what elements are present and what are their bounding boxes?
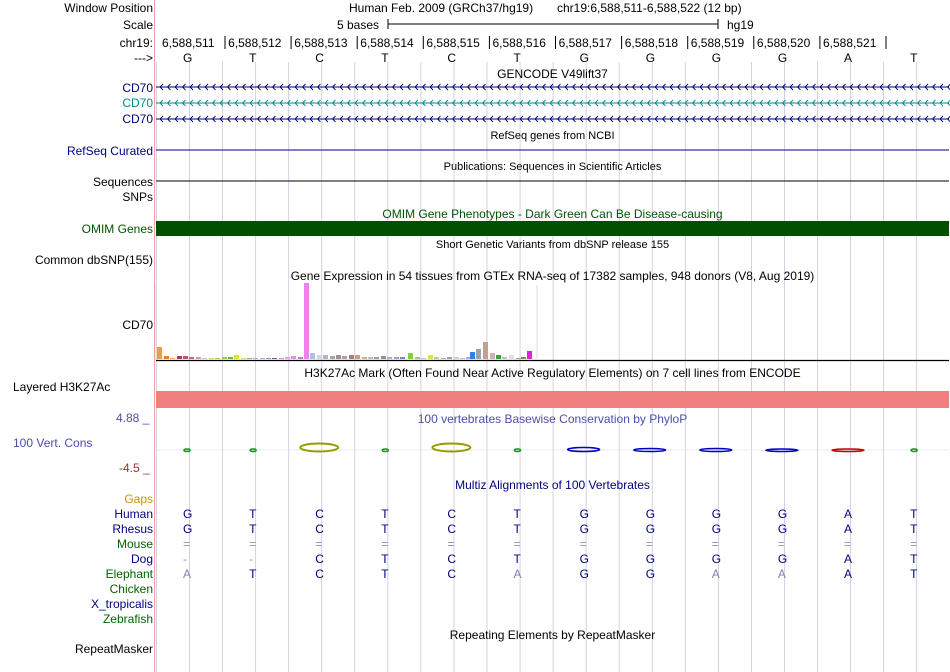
- phylop-max: 4.88 _: [116, 411, 150, 425]
- alignment-base: T: [910, 552, 918, 566]
- alignment-base: G: [579, 507, 589, 521]
- gtex-bar: [516, 358, 521, 359]
- alignment-base: T: [513, 552, 521, 566]
- gtex-bar: [228, 357, 233, 359]
- ruler-position-label: 6,588,513: [294, 36, 348, 50]
- window-position-label: Window Position: [64, 1, 153, 15]
- gtex-bar: [400, 357, 405, 359]
- ruler-position-label: 6,588,520: [756, 36, 811, 50]
- scale-label: Scale: [122, 18, 153, 32]
- alignment-base: -: [183, 552, 187, 566]
- alignment-base: T: [381, 522, 389, 536]
- base-letter: G: [183, 51, 193, 65]
- alignment-base: C: [447, 522, 457, 536]
- alignment-base: A: [183, 567, 192, 581]
- alignment-base: A: [844, 567, 853, 581]
- db-text: hg19: [727, 18, 754, 32]
- alignment-base: G: [711, 522, 722, 536]
- alignment-base: G: [777, 552, 788, 566]
- alignment-base: =: [381, 537, 389, 551]
- alignment-base: T: [249, 507, 257, 521]
- repeatmasker-title[interactable]: Repeating Elements by RepeatMasker: [449, 628, 656, 642]
- alignment-base: A: [777, 567, 786, 581]
- gtex-bar: [215, 358, 220, 359]
- gtex-bar: [374, 357, 379, 359]
- alignment-base: T: [513, 522, 521, 536]
- alignment-base: G: [579, 567, 589, 581]
- alignment-base: T: [249, 567, 257, 581]
- gtex-bar: [279, 358, 284, 359]
- gtex-bar: [408, 353, 413, 359]
- alignment-base: A: [844, 507, 853, 521]
- alignment-base: G: [579, 552, 589, 566]
- gtex-bar: [415, 357, 420, 359]
- gtex-bar: [428, 355, 433, 359]
- gtex-bar: [260, 358, 265, 359]
- alignment-base: T: [381, 507, 389, 521]
- alignment-base: G: [183, 522, 193, 536]
- gtex-bar: [394, 357, 399, 359]
- gtex-bar: [441, 358, 446, 359]
- alignment-base: =: [910, 537, 918, 551]
- gtex-bar: [527, 351, 532, 359]
- ruler-position-label: 6,588,519: [690, 36, 745, 50]
- alignment-base: G: [645, 552, 656, 566]
- alignment-base: C: [315, 507, 324, 521]
- gtex-bar: [470, 352, 475, 359]
- snps-label[interactable]: SNPs: [122, 190, 153, 204]
- base-letter: G: [777, 51, 788, 65]
- base-letter: C: [315, 51, 324, 65]
- omim-title[interactable]: OMIM Gene Phenotypes - Dark Green Can Be Disease-causing: [382, 207, 723, 221]
- gtex-bar: [164, 356, 169, 359]
- omim-label[interactable]: OMIM Genes: [81, 222, 153, 236]
- gtex-bar: [460, 358, 465, 359]
- gtex-bar: [496, 355, 501, 359]
- alignment-base: G: [183, 507, 193, 521]
- phylop-title[interactable]: 100 vertebrates Basewise Conservation by PhyloP: [417, 412, 688, 426]
- alignment-base: T: [513, 507, 521, 521]
- dbsnp-title[interactable]: Short Genetic Variants from dbSNP release 155: [435, 239, 670, 251]
- alignment-base: T: [910, 507, 918, 521]
- gencode-label-2[interactable]: CD70: [122, 96, 153, 110]
- gtex-bar: [304, 283, 309, 359]
- species-label-zebrafish[interactable]: Zebrafish: [102, 612, 153, 626]
- gtex-bar: [157, 347, 162, 359]
- gtex-bar: [196, 357, 201, 359]
- alignment-base: A: [513, 567, 522, 581]
- gtex-bar: [189, 357, 194, 359]
- alignment-base: C: [315, 522, 324, 536]
- gtex-bar: [336, 355, 341, 359]
- gaps-label[interactable]: Gaps: [124, 492, 153, 506]
- alignment-base: C: [447, 552, 457, 566]
- base-letter: T: [513, 51, 521, 65]
- alignment-base: A: [844, 552, 853, 566]
- sequences-label[interactable]: Sequences: [92, 175, 153, 189]
- gtex-bar: [222, 357, 227, 359]
- alignment-base: =: [315, 537, 323, 551]
- gtex-bar: [253, 358, 258, 359]
- alignment-base: T: [381, 567, 389, 581]
- alignment-base: A: [844, 522, 853, 536]
- gtex-title[interactable]: Gene Expression in 54 tissues from GTEx RNA-seq of 17382 samples, 948 donors (V8, Aug 2019): [290, 269, 815, 283]
- range-text: chr19:6,588,511-6,588,522 (12 bp): [557, 1, 742, 15]
- gtex-bar: [323, 355, 328, 359]
- alignment-base: =: [579, 537, 587, 551]
- ruler-position-label: 6,588,521: [823, 36, 877, 50]
- ruler-position-label: 6,588,514: [360, 36, 414, 50]
- gtex-bar: [202, 358, 207, 359]
- alignment-base: T: [910, 522, 918, 536]
- alignment-base: T: [249, 522, 257, 536]
- gtex-bar: [342, 356, 347, 359]
- ruler-position-label: 6,588,511: [162, 36, 215, 50]
- alignment-base: -: [249, 552, 254, 566]
- alignment-base: G: [711, 507, 722, 521]
- gtex-bar: [234, 355, 239, 359]
- base-letter: A: [844, 51, 853, 65]
- species-label-x_tropicalis[interactable]: X_tropicalis: [90, 597, 153, 611]
- gtex-bar: [447, 357, 452, 359]
- refseq-label[interactable]: RefSeq Curated: [66, 144, 153, 158]
- multiz-title[interactable]: Multiz Alignments of 100 Vertebrates: [455, 478, 650, 492]
- gtex-bar: [454, 357, 459, 359]
- base-letter: C: [447, 51, 457, 65]
- gtex-bar: [349, 355, 354, 359]
- gtex-label[interactable]: CD70: [122, 318, 153, 332]
- gtex-bar: [387, 357, 392, 359]
- h3k27ac-title[interactable]: H3K27Ac Mark (Often Found Near Active Regulatory Elements) on 7 cell lines from ENCODE: [304, 366, 801, 380]
- alignment-base: G: [777, 507, 788, 521]
- gtex-bar: [490, 353, 495, 359]
- alignment-base: C: [447, 567, 457, 581]
- alignment-base: T: [381, 552, 389, 566]
- base-letter: G: [645, 51, 656, 65]
- gtex-bar: [509, 355, 514, 359]
- h3k27ac-label[interactable]: Layered H3K27Ac: [13, 380, 111, 394]
- gencode-label-1[interactable]: CD70: [122, 81, 153, 95]
- alignment-base: A: [711, 567, 720, 581]
- alignment-base: =: [645, 537, 653, 551]
- base-letter: G: [711, 51, 722, 65]
- ruler-position-label: 6,588,512: [228, 36, 282, 50]
- species-label-elephant[interactable]: Elephant: [105, 567, 153, 581]
- alignment-base: =: [777, 537, 785, 551]
- species-label-chicken[interactable]: Chicken: [109, 582, 153, 596]
- dbsnp-label[interactable]: Common dbSNP(155): [34, 253, 153, 267]
- alignment-base: C: [315, 552, 324, 566]
- base-letter: G: [579, 51, 589, 65]
- refseq-title[interactable]: RefSeq genes from NCBI: [490, 130, 615, 142]
- species-label-dog[interactable]: Dog: [130, 552, 153, 566]
- gtex-bar: [272, 358, 277, 359]
- gtex-bar: [381, 356, 386, 359]
- gtex-bar: [241, 358, 246, 359]
- alignment-base: C: [315, 567, 324, 581]
- alignment-base: =: [249, 537, 257, 551]
- gtex-bar: [355, 355, 360, 359]
- alignment-base: G: [777, 522, 788, 536]
- phylop-glyph: [568, 448, 600, 452]
- gencode-label-3[interactable]: CD70: [122, 112, 153, 126]
- base-letter: T: [249, 51, 257, 65]
- species-label-mouse[interactable]: Mouse: [116, 537, 153, 551]
- base-letter: T: [910, 51, 918, 65]
- gtex-bar: [330, 356, 335, 359]
- gtex-bar: [476, 349, 481, 359]
- gtex-bar: [362, 357, 367, 359]
- publications-title[interactable]: Publications: Sequences in Scientific Articles: [443, 161, 662, 173]
- ruler-position-label: 6,588,518: [624, 36, 679, 50]
- alignment-base: G: [645, 522, 656, 536]
- gtex-bar: [285, 357, 290, 359]
- gtex-bar: [247, 358, 252, 359]
- chrom-label: chr19:: [119, 36, 153, 50]
- repeatmasker-label[interactable]: RepeatMasker: [74, 642, 153, 656]
- species-label-rhesus[interactable]: Rhesus: [112, 522, 153, 536]
- species-label-human[interactable]: Human: [114, 507, 153, 521]
- gtex-bar: [502, 357, 507, 359]
- gtex-bar: [170, 358, 175, 359]
- omim-bar: [156, 221, 949, 236]
- gtex-bar: [521, 357, 526, 359]
- alignment-base: =: [447, 537, 455, 551]
- gtex-bar: [266, 358, 271, 359]
- gtex-bar: [368, 357, 373, 359]
- gtex-bar: [209, 358, 214, 359]
- gtex-bar: [183, 356, 188, 359]
- strand-label: --->: [134, 51, 153, 65]
- alignment-base: T: [910, 567, 918, 581]
- gtex-bar: [483, 342, 488, 359]
- gtex-bar: [317, 355, 322, 359]
- alignment-base: G: [645, 507, 656, 521]
- alignment-base: =: [513, 537, 521, 551]
- alignment-base: =: [844, 537, 852, 551]
- gencode-title[interactable]: GENCODE V49lift37: [497, 67, 608, 81]
- h3k27ac-bar: [156, 391, 949, 408]
- ruler-position-label: 6,588,517: [558, 36, 612, 50]
- alignment-base: C: [447, 507, 457, 521]
- phylop-label[interactable]: 100 Vert. Cons: [13, 436, 93, 450]
- alignment-base: G: [645, 567, 656, 581]
- gtex-bar: [310, 353, 315, 359]
- assembly-title: Human Feb. 2009 (GRCh37/hg19): [349, 1, 534, 15]
- gtex-bar: [291, 356, 296, 359]
- gtex-bar: [421, 358, 426, 359]
- scale-text: 5 bases: [337, 18, 380, 32]
- alignment-base: =: [183, 537, 191, 551]
- alignment-base: G: [711, 552, 722, 566]
- base-letter: T: [381, 51, 389, 65]
- phylop-min: -4.5 _: [119, 461, 150, 475]
- gtex-bar: [434, 357, 439, 359]
- alignment-base: =: [711, 537, 719, 551]
- alignment-base: G: [579, 522, 589, 536]
- gtex-bar: [298, 357, 303, 359]
- gtex-bar: [177, 356, 182, 359]
- ruler-position-label: 6,588,515: [426, 36, 480, 50]
- ruler-position-label: 6,588,516: [492, 36, 546, 50]
